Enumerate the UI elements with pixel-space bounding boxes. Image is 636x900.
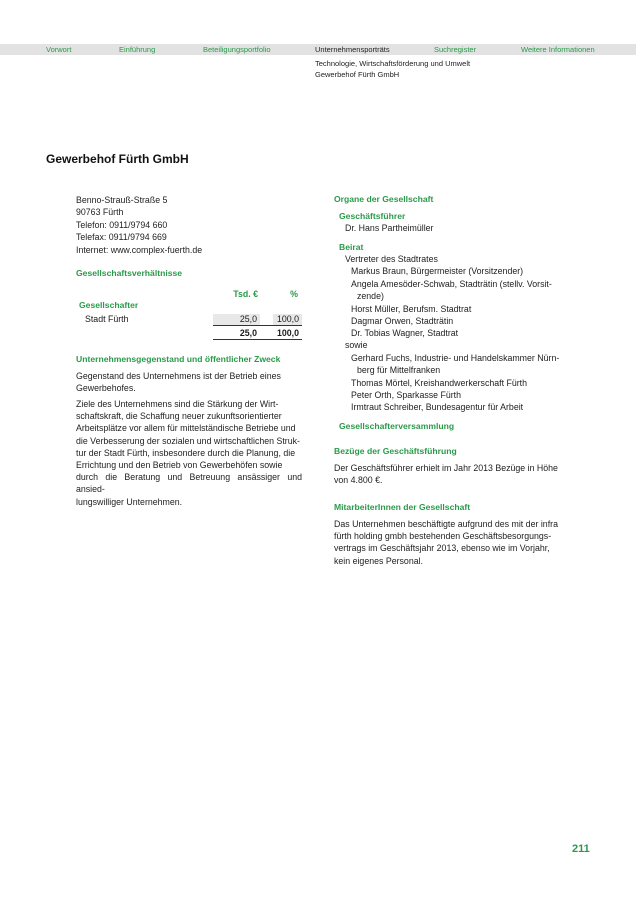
board-member: Peter Orth, Sparkasse Fürth [351,390,462,400]
col-tsd-header: Tsd. € [233,289,258,299]
board-member: Markus Braun, Bürgermeister (Vorsitzender) [351,266,524,276]
board-member-continuation: berg für Mittelfranken [357,365,441,375]
shareholder-name: Stadt Fürth [85,314,129,324]
shareholder-pct: 100,0 [276,314,299,324]
address-street: Benno-Strauß-Straße 5 [76,195,168,205]
shareholder-tsd: 25,0 [239,314,257,324]
address-web[interactable]: Internet: www.complex-fuerth.de [76,244,203,255]
managing-director-heading: Geschäftsführer [339,211,406,221]
board-member: Angela Amesöder-Schwab, Stadträtin (stellv. Vorsit- [351,279,552,289]
shareholders-meeting-heading: Gesellschafterversammlung [339,421,455,431]
address-phone: Telefon: 0911/9794 660 [76,219,168,230]
council-representatives-label: Vertreter des Stadtrates [345,254,438,264]
address-city: 90763 Fürth [76,207,124,218]
page-number: 211 [572,843,590,855]
top-navigation-bar [0,44,636,55]
address-fax: Telefax: 0911/9794 669 [76,232,167,243]
nav-item-vorwort[interactable]: Vorwort [46,45,72,54]
managing-director-name: Dr. Hans Partheimüller [345,223,434,233]
col-pct-header: % [290,289,298,299]
board-member: Dr. Tobias Wagner, Stadtrat [351,328,459,338]
board-member: Gerhard Fuchs, Industrie- und Handelskammer Nürn- [351,353,560,363]
page-title: Gewerbehof Fürth GmbH [46,152,189,166]
purpose-paragraph-1: Gegenstand des Unternehmens ist der Betrieb eines Gewerbehofes. [76,371,281,394]
compensation-text: Der Geschäftsführer erhielt im Jahr 2013 Bezüge in Höhe von 4.800 €. [334,463,558,486]
purpose-heading: Unternehmensgegenstand und öffentlicher Zweck [76,354,281,364]
advisory-board-heading: Beirat [339,242,364,252]
board-member: Irmtraut Schreiber, Bundesagentur für Arbeit [351,402,524,412]
organs-heading: Organe der Gesellschaft [334,194,434,204]
nav-item-einfuehrung[interactable]: Einführung [119,45,156,54]
breadcrumb-category[interactable]: Technologie, Wirtschaftsförderung und Umwelt [315,59,471,68]
compensation-heading: Bezüge der Geschäftsführung [334,446,457,456]
shareholders-subheading: Gesellschafter [79,300,139,310]
total-rule [213,325,302,326]
nav-item-unternehmensportraets[interactable]: Unternehmensporträts [315,45,390,54]
address-block [76,194,202,256]
nav-item-beteiligungsportfolio[interactable]: Beteiligungsportfolio [203,45,271,54]
board-member: Dagmar Orwen, Stadträtin [351,316,454,326]
sowie-label: sowie [345,340,368,350]
purpose-paragraph-2: Ziele des Unternehmens sind die Stärkung der Wirt- schaftskraft, die Schaffung neuer zukunftsorientierter Arbeitsplätze vor allem für mittelständische Betriebe und die Verbesserung der sozialen und wirtschaftlichen Struk- tur der Stadt Fürth, insbesondere durch die Planung, die Errichtung und den Betrieb von Gewerbehöfen sowie durch die Beratung und Betreuung ansässiger und ansied- lungswilliger Unternehmen. [76,399,302,507]
board-member: Horst Müller, Berufsm. Stadtrat [351,304,472,314]
board-member: Thomas Mörtel, Kreishandwerkerschaft Fürth [351,378,528,388]
total-bottom-rule [213,339,302,340]
total-tsd: 25,0 [239,328,257,338]
total-pct: 100,0 [276,328,299,338]
nav-item-weitere-informationen[interactable]: Weitere Informationen [521,45,595,54]
staff-text: Das Unternehmen beschäftigte aufgrund des mit der infra fürth holding gmbh bestehenden Geschäftsbesorgungs- vertrags im Geschäftsjahr 2013, ebenso wie im Vorjahr, kein eigenes Personal. [334,519,558,566]
staff-heading: MitarbeiterInnen der Gesellschaft [334,502,471,512]
board-member-continuation: zende) [357,291,384,301]
shares-heading: Gesellschaftsverhältnisse [76,268,183,278]
nav-item-suchregister[interactable]: Suchregister [434,45,477,54]
breadcrumb-company[interactable]: Gewerbehof Fürth GmbH [315,70,400,79]
